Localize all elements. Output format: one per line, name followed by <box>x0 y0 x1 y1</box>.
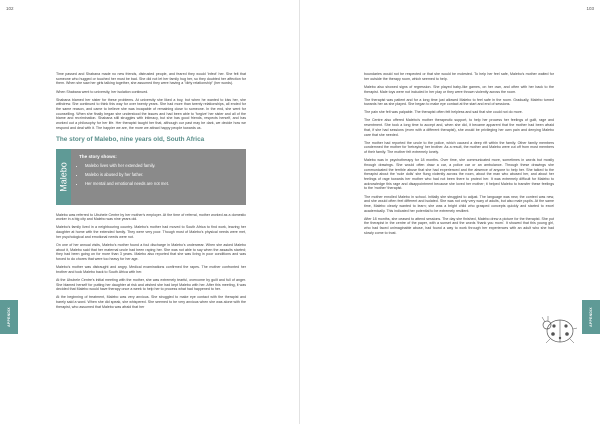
paragraph: Malebo was referred to Ubuhele Centre by her mother's employer. At the time of referral, mother worked as a domestic worker in a big city and Malebo was nine years old. <box>56 212 246 222</box>
paragraph: The pain she felt was palpable. The therapist often felt helpless and sad that she could not do more. <box>364 110 523 115</box>
paragraph: At the beginning of treatment, Malebo was very anxious. She struggled to make eye contact with the therapist and barely said a word. When she did speak, she whispered. She seemed to be very anxious when she was alone with the therapist, who assumed that Malebo was afraid that her <box>56 295 246 309</box>
right-text-column <box>364 72 554 239</box>
left-text-column <box>56 72 246 313</box>
paragraph: The therapist was patient and for a long time just allowed Malebo to feel safe in the room. Gradually, Malebo turned towards her as she played. She began to make eye contact at the start and end of sessions. <box>364 97 554 107</box>
paragraph: The mother had reported the uncle to the police, which caused a deep rift within the family. Other family members condemned the mother for 'betraying' her brother. As a result, the mother and Malebo were cut off from most members of their family. The mother felt extremely lonely. <box>364 140 554 155</box>
ladybug-sketch-icon <box>540 312 578 346</box>
box-list <box>79 163 238 186</box>
story-heading: The story of Malebo, nine years old, South Africa <box>56 135 205 143</box>
appendix-side-tab-right <box>582 300 600 334</box>
page-number-right: 103 <box>586 6 594 11</box>
box-title: The story shows: <box>79 153 117 159</box>
list-item: • Malebo lives with her extended family. <box>85 163 238 168</box>
paragraph: At the Ubuhele Centre's initial meeting with the mother, she was extremely tearful, overcome by guilt and full of anger. She blamed herself for putting her daughter at risk and wished she had kept Malebo with her. After this meeting, it was decided that Malebo would have therapy once a week to help her to process what had happened to her. <box>56 277 246 292</box>
paragraph: When Shabana went to university, her isolation continued. <box>56 89 149 94</box>
paragraph: The Centre also offered Malebo's mother therapeutic support, to help her process her feelings of guilt, rage and resentment. She took a long time to accept and, when she did, it became apparent that the mother had been afraid that, if she had sessions (even with a different therapist), she would be privileging her own pain and denying Malebo care that she needed. <box>364 118 554 137</box>
box-tab <box>56 149 71 205</box>
list-item: • Her mental and emotional needs are not met. <box>85 181 238 186</box>
appendix-label: APPENDIX <box>589 307 593 327</box>
paragraph: The mother enrolled Malebo in school. Initially she struggled to adjust. The language was new, the context was new, and she would often feel different and isolated. She was not only very wary of adults, but also male pupils. At the same time, Malebo clearly wanted to learn; she was a bright child who grasped concepts quickly and started to excel academically. This indicated her potential to be extremely resilient. <box>364 194 554 213</box>
paragraph: Malebo's family lived in a neighbouring country. Malebo's mother had moved to South Africa to find work, leaving her daughter at home with the extended family. They were very poor. Though most of Malebo's physical needs were met, her psychological and emotional needs were not. <box>56 225 246 239</box>
appendix-side-tab-left <box>0 300 18 334</box>
list-item: • Malebo is abused by her father. <box>85 172 238 177</box>
page-number-left: 102 <box>6 6 14 11</box>
paragraph: Malebo was in psychotherapy for 18 months. Over time, she communicated more, sometimes in words but mostly through drawings. She would often draw a car, a police car or an ambulance. Through these drawings she communicated the terrible abuse that she had experienced and the absence of anyone to help her. She talked to the therapist about the 'rude dolls' she flung violently across the room, about the man who abused her, and about her feelings of rage towards her mother who had not been there to protect her. It was extremely difficult for Malebo to acknowledge this rage and disappointment because she loved her mother; it helped Malebo to transfer these feelings to the 'mother' therapist. <box>364 158 554 191</box>
paragraph: After 18 months, she ceased to attend sessions. The day she finished, Malebo drew a picture for the therapist. She put the therapist in the centre of the paper, with a sunset and the words 'thank you mom'. It showed that this young girl, who had faced unimaginable abuse, had found a way to work through her experiences with an adult who she had slowly come to trust. <box>364 216 554 235</box>
paragraph: Shabana blamed her sister for these problems. At university she liked a boy, but when he wanted to kiss her, she withdrew. She continued to think this way for over twenty years. She had more than twenty relationships, all ended for the same reason, and came to believe she was incapable of remaining close to someone. In the end, she went for counselling. When she finally began she understood the issues and had been able to 'forgive' her sister and all of the blame and recrimination. Shabana still struggles with intimacy, but she has good friends, respects herself, and has worked out a philosophy for her life. Her therapist taught her that, although our past may be dark, we decide how we respond and deal with it. The happier we are, the more we attract happy people towards us. <box>56 97 246 130</box>
right-page <box>300 0 600 424</box>
paragraph: boundaries would not be respected or that she would be molested. To help her feel safe, Malebo's mother waited for her outside the therapy room, which seemed to help. <box>364 72 554 81</box>
box-tab-label: Malebo <box>58 161 69 192</box>
box-content <box>71 149 246 205</box>
story-summary-box <box>56 149 246 205</box>
paragraph: Malebo's mother was distraught and angry. Medical examinations confirmed the rapes. The mother confronted her brother and took Malebo back to South Africa with her. <box>56 265 246 274</box>
paragraph: Malebo also showed signs of regression. She played baby-like games, on her own, and often with her back to the therapist. Male toys were not included in her play or they were thrown violently across the room. <box>364 84 554 94</box>
paragraph: On one of her annual visits, Malebo's mother found a foul discharge in Malebo's underwear. When she asked Malebo about it, Malebo said that her maternal uncle had been raping her. She was not able to say when the assaults started; they had been going on for more than 3 years. Malebo also reported that she was living in poor conditions and was forced to do chores that were too heavy for her age. <box>56 242 246 261</box>
appendix-label: APPENDIX <box>7 307 11 327</box>
paragraph: Time passed and Shabana made no new friends, distrusted people, and feared they would 'infect' her. She felt that someone who hugged or touched her must be bad. She did not let her family hug her, so they doubted her affection for them. When she saw her girls talking together, she assumed they were having a "dirty relationship" (her words). <box>56 72 246 86</box>
